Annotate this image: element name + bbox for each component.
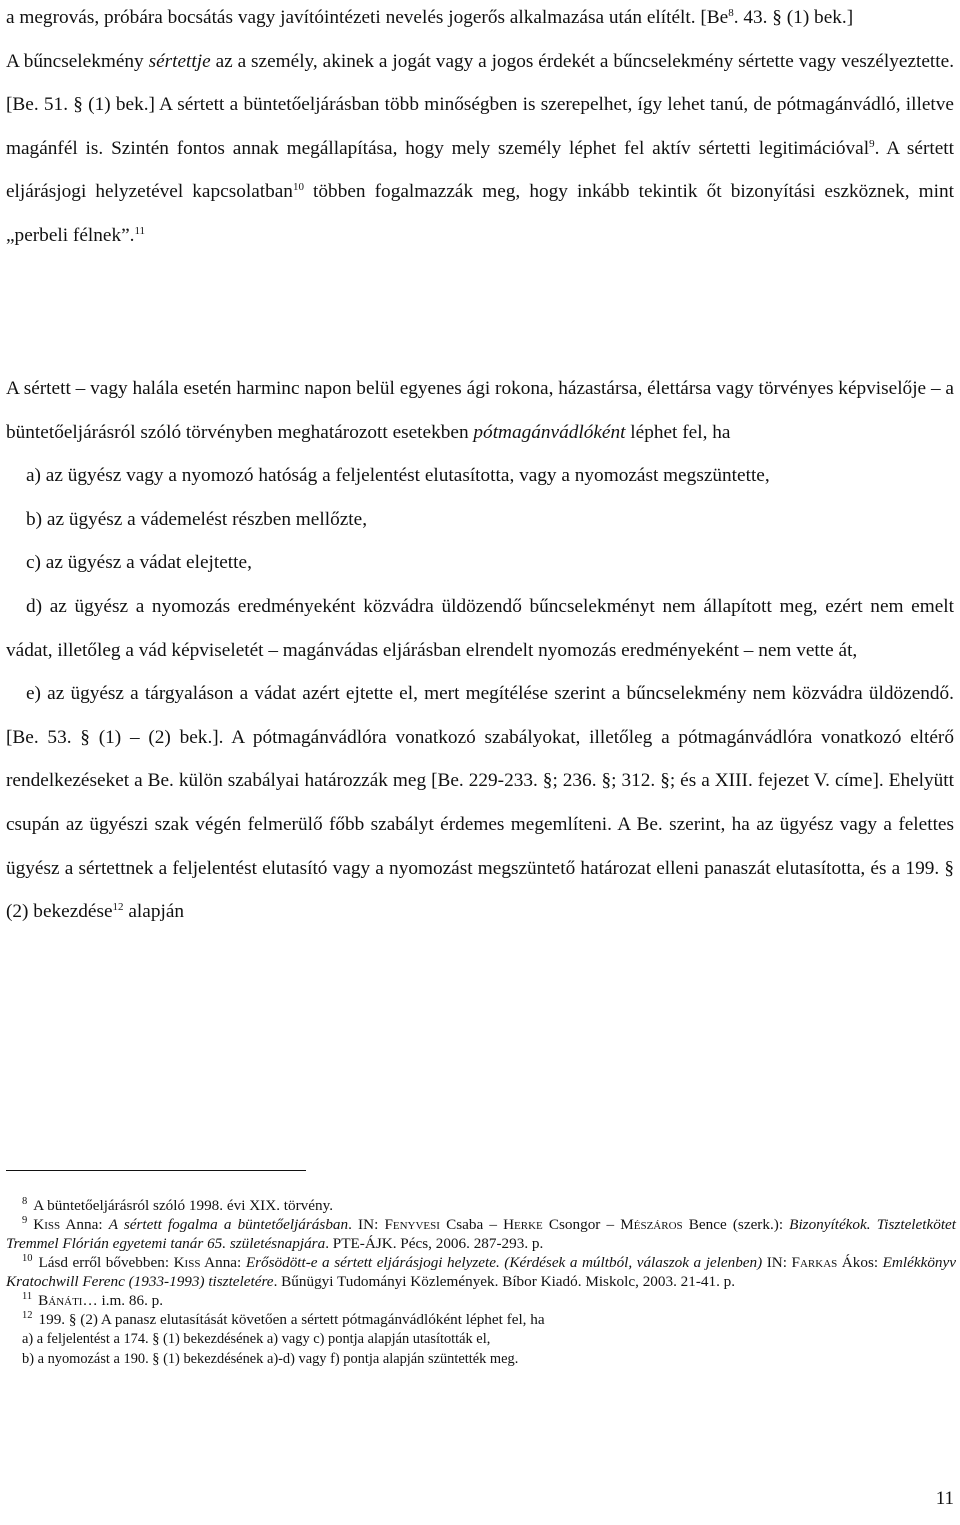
section-sign: § [944, 857, 954, 879]
footnote-number: 8 [22, 1196, 28, 1207]
book-title: Bizonyítékok. Tiszteletkötet Tremmel Flórián egyetemi tanár 65. születésnapjára [6, 1216, 956, 1252]
editor-name: Fenyvesi [384, 1216, 440, 1233]
list-item-c: c) az ügyész a vádat elejtette, [26, 552, 252, 574]
footnote-12: $^{12}$ 199. § (2) A panasz elutasítását követően a sértett pótmagánvádlóként léphet fel, ha [22, 1310, 545, 1328]
list-item-e: e) az ügyész a tárgyaláson a vádat azért ejtette el, mert megítélése szerint a bűncselekmény nem közvádra üldözendő. [Be. 53. § (1) – (2) bek.]. A pótmagánvádlóra vonatkozó szabályokat, illetőleg a pótmagánvádlóra vonatkozó eltérő rendelkezéseket a Be. külön szabályai határozzák meg [Be. 229-233. §; 236. §; 312. §; és a XIII. fejezet V. címe]. Ehelyütt csupán az ügyészi szak végén felmerülő főbb szabályt érdemes megemlíteni. A Be. szerint, ha az ügyész vagy a felettes ügyész a sértettnek a feljelentést elutasító vagy a nyomozást megszüntető határozat elleni panaszát elutasította, és a 199. § (2) bekezdése$^{12}$ alapján [6, 683, 954, 923]
term-potmaganvadlokent: pótmagánvádlóként [473, 421, 626, 443]
footnote-11: $^{11}$ Bánáti… i.m. 86. p. [22, 1291, 164, 1309]
author-name: Bánáti [38, 1292, 83, 1309]
article-title: A sértett fogalma a büntetőeljárásban [108, 1216, 349, 1233]
term-sertettje: sértettje [148, 50, 211, 72]
footnote-12-item-a: a) a feljelentést a 174. § (1) bekezdésének a) vagy c) pontja alapján utasították el, [22, 1331, 491, 1347]
author-name: Kiss [173, 1254, 201, 1271]
section-sign: § [601, 770, 612, 792]
footnote-number: 9 [22, 1215, 28, 1226]
editor-name: Farkas [791, 1254, 838, 1271]
footnotes [6, 1196, 956, 1369]
section-sign: § [772, 7, 782, 28]
footnote-ref-9[interactable]: 9 [869, 137, 875, 150]
list-item-b: b) az ügyész a vádemelést részben mellőzte, [26, 508, 368, 530]
book-title: Emlékkönyv Kratochwill Ferenc (1933-1993) tiszteletére [6, 1254, 956, 1290]
section-sign: § [542, 770, 553, 792]
footnote-ref-10[interactable]: 10 [292, 181, 304, 194]
editor-name: Herke [503, 1216, 543, 1233]
section-sign: § [80, 726, 90, 748]
footnote-separator [6, 1170, 306, 1171]
author-name: Kiss [33, 1216, 61, 1233]
footnote-number: 12 [22, 1310, 33, 1321]
body-block-1 [6, 0, 954, 258]
footnote-12-item-b: b) a nyomozást a 190. § (1) bekezdésének a)-d) vagy f) pontja alapján szüntették meg. [22, 1351, 519, 1367]
footnote-ref-8[interactable]: 8 [728, 7, 734, 19]
footnote-number: 11 [22, 1291, 33, 1302]
editor-name: Mészáros [620, 1216, 683, 1233]
article-title: Erősödött-e a sértett eljárásjogi helyzete. (Kérdések a múltból, válaszok a jelenben) [245, 1254, 763, 1271]
footnote-ref-11[interactable]: 11 [134, 224, 146, 237]
footnote-9: $^9$ Kiss Anna: A sértett fogalma a büntetőeljárásban. IN: Fenyvesi Csaba – Herke Csongor – Mészáros Bence (szerk.): Bizonyítékok. Tiszteletkötet Tremmel Flórián egyetemi tanár 65. születésnapjára. PTE-ÁJK. Pécs, 2006. 287-293. p. [6, 1215, 956, 1252]
section-sign: § [73, 94, 83, 116]
list-item-a: a) az ügyész vagy a nyomozó hatóság a feljelentést elutasította, vagy a nyomozást megszüntette, [26, 465, 770, 487]
section-sign: § [68, 1311, 77, 1328]
section-sign: § [660, 770, 670, 792]
paragraph-victim-definition: A bűncselekmény sértettje az a személy, akinek a jogát vagy a jogos érdekét a bűncselekmény sértette vagy veszélyeztette. [Be. 51. § (1) bek.] A sértett a büntetőeljárásban több minőségben is szerepelhet, így lehet tanú, de pótmagánvádló, illetve magánfél is. Szintén fontos annak megállapítása, hogy mely személy léphet fel aktív sértetti legitimációval$^9$. A sértett eljárásjogi helyzetével kapcsolatban$^{10}$ többen fogalmazzák meg, hogy inkább tekintik őt bizonyítási eszköznek, mint „perbeli félnek”.$^{11}$ [6, 50, 955, 246]
list-item-d: d) az ügyész a nyomozás eredményeként közvádra üldözendő bűncselekményt nem állapított meg, ezért nem emelt vádat, illetőleg a vád képviseletét – magánvádas eljárásban elrendelt nyomozás eredményeként – nem vette át, [6, 595, 954, 661]
paragraph-substitute-prosecutor: A sértett – vagy halála esetén harminc napon belül egyenes ági rokona, házastársa, élettársa vagy törvényes képviselője – a büntetőeljárásról szóló törvényben meghatározott esetekben pótmagánvádlóként léphet fel, ha [6, 378, 954, 443]
body-block-2 [6, 367, 954, 934]
footnote-number: 10 [22, 1253, 33, 1264]
footnote-8: $^8$ A büntetőeljárásról szóló 1998. évi XIX. törvény. [22, 1196, 333, 1214]
footnote-ref-12[interactable]: 12 [112, 901, 124, 914]
paragraph-conviction: a megrovás, próbára bocsátás vagy javítóintézeti nevelés jogerős alkalmazása után elítélt. [Be$^8$. 43. § (1) bek.] [6, 7, 854, 28]
footnote-10: $^{10}$ Lásd erről bővebben: Kiss Anna: Erősödött-e a sértett eljárásjogi helyzete. (Kérdések a múltból, válaszok a jelenben) IN: Farkas Ákos: Emlékkönyv Kratochwill Ferenc (1933-1993) tiszteletére. Bűnügyi Tudományi Közlemények. Bíbor Kiadó. Miskolc, 2003. 21-41. p. [6, 1253, 956, 1290]
page-number: 11 [935, 1488, 954, 1509]
